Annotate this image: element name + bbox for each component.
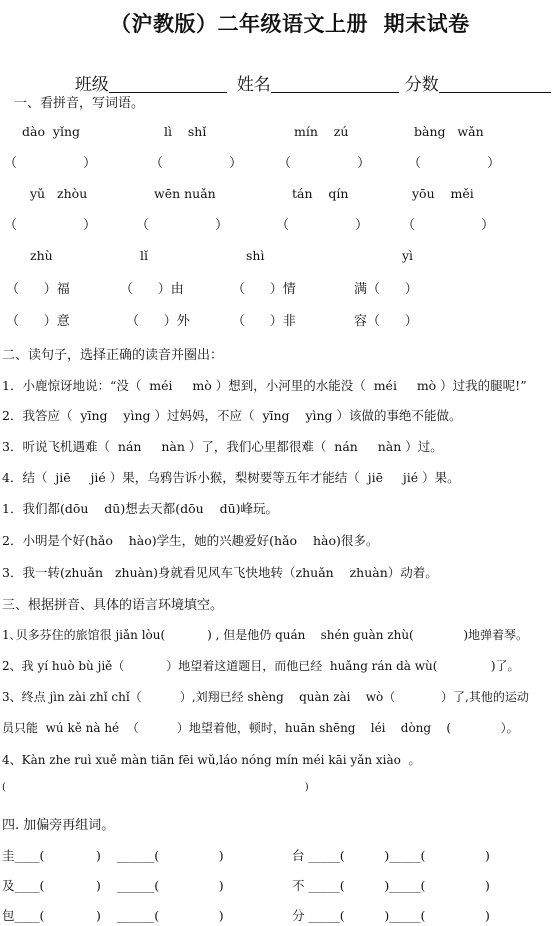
question-line: 3．我一转(zhuǎn zhuàn)身就看见风车飞快地转（zhuǎn zhuàn）动着。: [2, 565, 438, 580]
question-line: 2、我 yí huò bù jiě（ ）地望着这道题目，而他已经 huǎng rán dà wù( )了。: [2, 659, 520, 673]
answer-paren[interactable]: （ ）: [136, 218, 229, 233]
section4-heading: 四. 加偏旁再组词。: [2, 818, 115, 833]
pinyin-item: yōu měi: [412, 186, 474, 201]
pinyin-item: dào yǐng: [22, 124, 81, 139]
pinyin-item: lǐ: [140, 248, 148, 263]
pinyin-item: yì: [402, 248, 414, 263]
question-line: 2．小明是个好(hǎo hào)学生，她的兴趣爱好(hǎo hào)很多。: [2, 533, 379, 548]
fill-word[interactable]: （ ）福: [6, 282, 70, 297]
question-line: 员只能 wú kě nà hé （ ）地望着他，顿时，huān shēng léi dòng ( ）。: [2, 721, 519, 735]
fill-word[interactable]: （ ）非: [232, 314, 296, 329]
question-line: 3、终点 jìn zài zhǐ chǐ（ ）,刘翔已经 shèng quàn zài wò（ ）了,其他的运动: [2, 690, 529, 704]
fill-word[interactable]: 容（ ）: [354, 314, 418, 329]
radical-row[interactable]: 包____( ) ______( ): [2, 908, 224, 923]
score-label: 分数: [404, 75, 439, 95]
pinyin-item: shì: [246, 248, 265, 263]
pinyin-item: yǔ zhòu: [30, 186, 88, 201]
answer-paren[interactable]: （ ）: [4, 156, 97, 171]
pinyin-item: bàng wǎn: [414, 124, 484, 139]
pinyin-item: tán qín: [292, 186, 349, 201]
radical-row[interactable]: 及____( ) ______( ): [2, 878, 224, 893]
fill-word[interactable]: 满（ ）: [354, 282, 418, 297]
class-label: 班级: [74, 75, 109, 95]
section3-heading: 三、根据拼音、具体的语言环境填空。: [2, 598, 224, 613]
section2-heading: 二、读句子，选择正确的读音并圈出：: [2, 348, 224, 363]
question-line: 2．我答应（ yīng yìng ）过妈妈，不应（ yīng yìng ）该做的事绝不能做。: [2, 408, 462, 423]
question-line: 3．听说飞机遇难（ nán nàn ）了，我们心里都很难（ nán nàn ）过。: [2, 439, 443, 454]
radical-row[interactable]: 台 _____( )_____( ): [292, 848, 490, 863]
pinyin-item: lì shǐ: [164, 124, 207, 139]
class-blank[interactable]: [109, 74, 227, 93]
fill-word[interactable]: （ ）意: [6, 314, 70, 329]
question-line: 4．结（ jiē jié ）果，乌鸦告诉小猴，梨树要等五年才能结（ jiē jié ）果。: [2, 470, 460, 485]
name-field[interactable]: [226, 50, 399, 95]
question-line: 1､贝多芬住的旅馆很 jiǎn lòu( ) , 但是他仍 quán shén guàn zhù( )地弹着琴。: [2, 628, 528, 642]
pinyin-item: zhù: [30, 248, 53, 263]
name-blank[interactable]: [271, 74, 399, 93]
answer-paren[interactable]: （ ）: [276, 218, 369, 233]
page-title: （沪教版）二年级语文上册 期末试卷: [110, 11, 470, 36]
radical-row[interactable]: 不 _____( )_____( ): [292, 878, 490, 893]
question-line: 1．我们都(dōu dū)想去天都(dōu dū)峰玩。: [2, 501, 279, 516]
answer-paren[interactable]: （ ）: [150, 156, 243, 171]
pinyin-item: mín zú: [294, 124, 349, 139]
fill-word[interactable]: （ ）由: [120, 282, 184, 297]
class-field[interactable]: [64, 50, 227, 95]
answer-paren[interactable]: （ ）: [408, 156, 501, 171]
fill-word[interactable]: （ ）外: [126, 314, 190, 329]
answer-paren[interactable]: （ ）: [278, 156, 371, 171]
name-label: 姓名: [236, 75, 271, 95]
radical-row[interactable]: 分 _____( )_____( ): [292, 908, 490, 923]
section1-heading: 一、看拼音，写词语。: [14, 96, 145, 111]
answer-paren[interactable]: （ ）: [4, 218, 97, 233]
score-field[interactable]: [394, 50, 551, 95]
pinyin-item: wēn nuǎn: [154, 186, 216, 201]
answer-paren[interactable]: ( ): [2, 782, 309, 793]
score-blank[interactable]: [439, 74, 551, 93]
radical-row[interactable]: 圭____( ) ______( ): [2, 848, 224, 863]
question-line: 1．小鹿惊讶地说：“没（ méi mò ）想到，小河里的水能没（ méi mò ）过我的腿呢!”: [2, 378, 527, 393]
question-line: 4、Kàn zhe ruì xuě màn tiān fēi wǔ,láo nóng mín méi kāi yǎn xiào 。: [2, 753, 421, 767]
fill-word[interactable]: （ ）情: [232, 282, 296, 297]
answer-paren[interactable]: （ ）: [402, 218, 495, 233]
